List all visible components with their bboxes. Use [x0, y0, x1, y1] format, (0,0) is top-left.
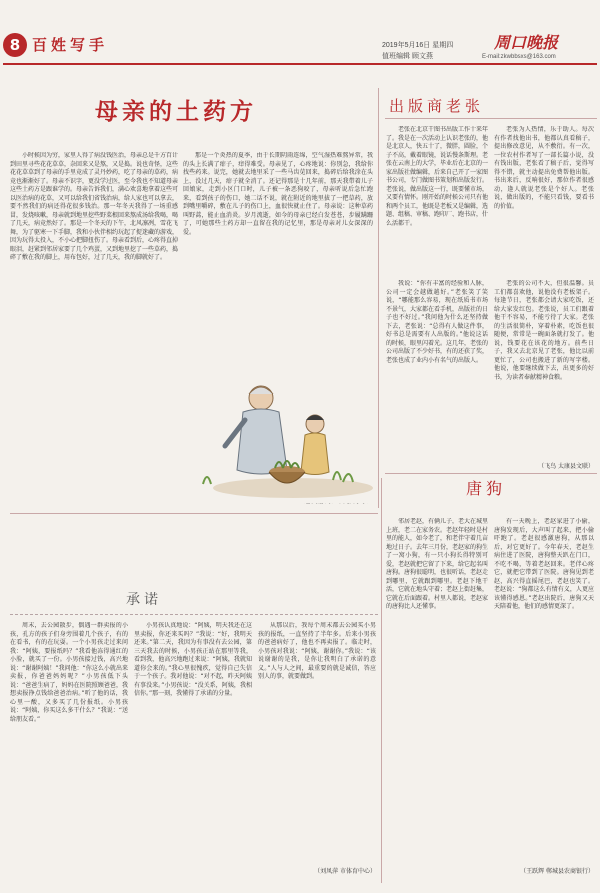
paragraph: 老张为人热情，乐于助人。每次有作者找他出书，他都认真看稿子，提出修改意见，从不敷衍。有一次，一位农村作者写了一部长篇小说，没有钱出版，老张看了稿子后，觉得写得不错，就主动提出免费帮他出版。书出来后，反响很好，那位作者很感动，逢人就说老张是个好人。老张说，做出版的，不能只看钱，要看书的价值。	[494, 126, 594, 210]
article-title-promise: 承诺	[126, 592, 162, 608]
column-divider	[378, 88, 379, 508]
paragraph: 从那以后，我每个周末都去公园买小男孩的报纸，一直坚持了半年多。后来小男孩的爸爸病好了，他也不再卖报了。临走时，小男孩对我说：“阿姨，谢谢你。”我说：“该说谢谢的是我，是你让我明白了承诺的意义。”人与人之间，最重要的就是诚信，答应别人的事，就要做到。	[258, 622, 376, 680]
page-number-badge: 8	[3, 33, 27, 57]
paragraph: 老张在北京干图书出版工作十来年了。我是在一次活动上认识老张的，他是北京人，快五十了，微胖，圆脸，个子不高，戴着眼镜，说话慢条斯理。老张在云南上的大学，毕业后在北京的一家出版社做编辑，后来自己开了一家图书公司，专门做图书策划和出版发行。老张说，做出版这一行，既要懂市场，又要有情怀。刚开始的时候公司只有他和两个员工，他既是老板又是编辑，选题、组稿、审稿、跑印厂、跑书店，什么活都干。	[386, 126, 488, 227]
duty-editor: 值班编辑 顾文燕	[382, 53, 433, 60]
article-title-dog: 唐狗	[466, 479, 507, 498]
paragraph: 我说：“你有丰富的经验和人脉，公司一定会越做越好。”老张笑了笑说，“哪能那么容易，现在纸质书市场不景气，大家都在看手机，出版社的日子也不好过。”我问他为什么还坚持做下去，老张说：“总得有人做这件事，好书总是需要有人出版的。”他说这话的时候，眼里闪着光。这几年，老张的公司出版了不少好书，有的还获了奖，老张也成了业内小有名气的出版人。	[386, 280, 488, 364]
byline-publisher: （飞鸟 太康县文联）	[538, 463, 594, 470]
article-body-promise-col1	[10, 622, 128, 877]
article-body-promise-col3	[258, 622, 376, 864]
paragraph: 邻居老赵，有俩儿子，老大在城里上班，老二在家务农。老赵年轻时是村里的能人，如今老了，和老伴守着几亩地过日子。去年三月份，老赵家的狗生了一窝小狗，有一只小狗长得特别可爱，老赵就把它留了下来，给它起名叫唐狗。唐狗很聪明，也很听话，老赵走到哪里，它就跟到哪里。老赵下地干活，它就在地头守着；老赵上街赶集，它就在后面跟着。村里人都说，老赵家的唐狗比人还懂事。	[386, 518, 488, 610]
issue-date: 2019年5月16日 星期四	[382, 42, 454, 49]
paragraph: 那是一个炎热的夏季，由于长期阴雨连绵，空气湿热难熬异常，我的头上长满了痱子，痒得难受。母亲见了，心疼地说：你别急，我给你找些药来。说完，她就去地里采了一些马齿苋回来，捣碎后给我涂在头上，没过几天，痱子就全消了。还记得那是十几年前，那天我带着儿子回娘家，走到小区门口时，儿子被一条恶狗咬了，母亲听说后急忙跑来，看到孩子的伤口，她二话不说，就在附近的地里拔了一把草药，放到嘴里嚼碎，敷在儿子的伤口上，血很快就止住了。母亲说：这种草药叫野蒿，能止血消炎。岁月流逝，如今的母亲已经白发苍苍，步履蹒跚了，可她那些土药方却一直留在我的记忆里，那是母亲对儿女深深的爱。	[183, 152, 373, 236]
paragraph: 周末，去公园散步，偶遇一群卖报的小孩，孔方的孩子们身旁围着几个孩子，有的在看书，有的在玩耍。一个小男孩走过来问我：“阿姨，要报纸吗？”我看他冻得通红的小脸，就买了一份。小男孩接过钱，高兴地说：“谢谢阿姨！”我问他：“你这么小就出来卖报，你爸爸妈妈呢？”小男孩低下头说：“爸爸生病了，妈妈在医院照顾爸爸，我想卖报挣点钱给爸爸治病。”听了他的话，我心里一酸，又多买了几份报纸。小男孩说：“阿姨，你买这么多干什么？”我说：“送给朋友看。”	[10, 622, 128, 723]
title-rule	[385, 118, 597, 119]
article-body-publisher-col1	[386, 126, 488, 274]
byline-dog: （王跃辉 郸城县农商银行）	[520, 868, 594, 875]
illustration-icon	[183, 360, 373, 503]
article-body-dog-col2	[494, 518, 594, 863]
paragraph: 小男孩认真地说：“阿姨，明天我还在这里卖报，你还来买吗？”我说：“好，我明天还来。”第二天，我因为有事没有去公园，第三天我去的时候，小男孩正站在那里等我，看到我，他高兴地跑过来说：“阿姨，我就知道你会来的。”我心里很愧疚，觉得自己失信于一个孩子。我对他说：“对不起，昨天阿姨有事没来。”小男孩说：“没关系，阿姨，我相信你。”那一刻，我懂得了承诺的分量。	[134, 622, 252, 697]
article-body-dog-col1	[386, 518, 488, 878]
paragraph: 有一天晚上，老赵家进了小偷，唐狗发现后，大声叫了起来，把小偷吓跑了。老赵很感激唐狗，从那以后，对它更好了。今年春天，老赵生病住进了医院，唐狗整天趴在门口，不吃不喝，等着老赵回来。老伴心疼它，就把它带到了医院。唐狗见到老赵，高兴得直摇尾巴，老赵也笑了。老赵说：“狗都这么有情有义，人更应该懂得感恩。”老赵出院后，唐狗又天天陪着他，他们的感情更深了。	[494, 518, 594, 610]
column-title: 百姓写手	[32, 36, 109, 54]
column-divider	[381, 478, 382, 883]
section-divider	[10, 513, 378, 514]
contact-email: E-mail:zkwbbsxs@163.com	[482, 54, 556, 60]
article-body-publisher-col2	[386, 280, 488, 470]
article-body-publisher-col3	[494, 126, 594, 274]
paragraph: 老张的公司不大，但很温馨。员工们都喜欢他，说他没有老板架子。每逢节日，老张都会请大家吃饭，还给大家发红包。老张说，员工们跟着他干不容易，不能亏待了大家。老张的生活很简朴，穿着朴素，吃饭也很随便，常常是一碗面条就打发了。他说，钱要花在该花的地方。前些日子，我又去北京见了老张，他比以前更忙了，公司也搬进了新的写字楼。他说，他要继续做下去，出更多的好书，为读者奉献精神食粮。	[494, 280, 594, 381]
header-rule	[3, 63, 597, 65]
byline-promise: （刘凤萍 市体育中心）	[314, 868, 376, 875]
article-title-publisher: 出版商老张	[389, 97, 485, 115]
newspaper-logo: 周口晚报	[494, 33, 559, 52]
article-body-publisher-col4	[494, 280, 594, 456]
article-body-promise-col2	[134, 622, 252, 877]
section-divider	[385, 473, 597, 474]
article-title-mother: 母亲的土药方	[95, 98, 257, 125]
article-body-mother-col1	[10, 152, 178, 508]
dashed-divider	[10, 614, 378, 615]
article-body-mother-col2	[183, 152, 373, 355]
paragraph: 小时候因为穷，家里人得了病没钱医治，母亲总是千方百计到田里寻些花花草草，杂回来又是熬，又是捣。说也奇怪，这些花花草草到了母亲的手里竟成了灵丹妙药，吃了母亲的草药，病竟也渐渐好了。母亲不识字，更没学过医，至今我也不知道母亲这些土药方是跟谁学的。母亲告诉我们，满心欢喜地拿着这些可以医治病的花草，又可以给我们省钱治病，给人家也可以拿去，要不然我们的病还得花很多钱治。那一年冬天我得了一场重感冒，发烧咳嗽，母亲就到地里挖些野菜根回来熬成汤给我喝，喝了几天，病竟然好了。那是一个冬天的下午，北风凛冽，雪花飞舞，为了驱寒一下手脚，我和小伙伴相约玩起了捉迷藏的游戏，因为玩得太投入，不小心把脚扭伤了。母亲看到后，心疼得直掉眼泪，赶紧到邻居家要了几个鸡蛋，又到地里挖了一些草药，捣碎了敷在我的脚上，用布包好，过了几天，我的脚就好了。	[10, 152, 178, 261]
